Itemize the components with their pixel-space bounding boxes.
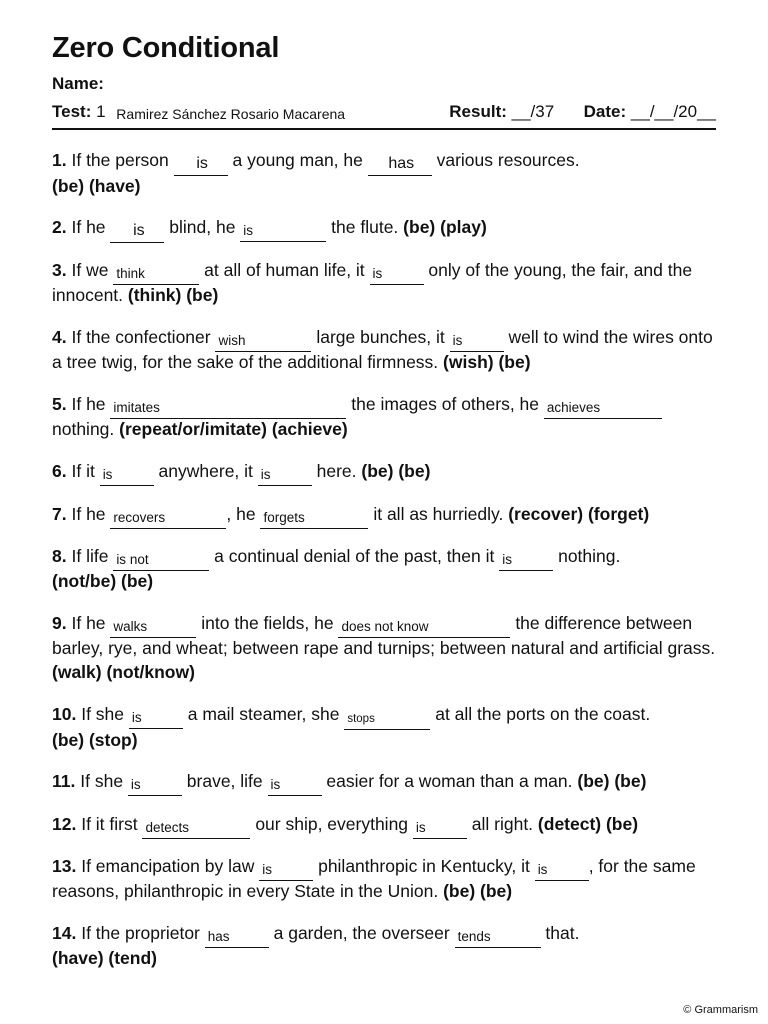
question-text: well to wind the wires onto a tree twig, for the sake of the additional firmness.: [52, 327, 713, 372]
question-text: If the proprietor: [81, 923, 205, 943]
question-number: 10.: [52, 704, 77, 724]
question-text: If it first: [81, 814, 143, 834]
question-text: , for the same reasons, philanthropic in every State in the Union.: [52, 856, 696, 901]
answer-blank[interactable]: stops: [344, 710, 430, 730]
question-text: nothing.: [553, 546, 621, 566]
question-text: easier for a woman than a man.: [321, 771, 573, 791]
verb-hint: (have) (tend): [52, 948, 157, 968]
answer-blank[interactable]: is: [258, 466, 312, 486]
answer-blank[interactable]: think: [113, 265, 199, 285]
question-text: philanthropic in Kentucky, it: [313, 856, 535, 876]
question-number: 5.: [52, 394, 67, 414]
question-text: the difference between barley, rye, and wheat; between rape and turnips; between natural and artificial grass.: [52, 613, 716, 658]
result-label: Result:: [449, 102, 507, 121]
question-7: [52, 502, 716, 527]
question-number: 13.: [52, 856, 77, 876]
question-number: 9.: [52, 613, 67, 633]
question-text: If she: [81, 704, 129, 724]
verb-hint: (be) (play): [403, 217, 487, 237]
question-number: 4.: [52, 327, 67, 347]
answer-blank[interactable]: is: [100, 466, 154, 486]
verb-hint: (detect) (be): [537, 814, 639, 834]
answer-blank[interactable]: has: [368, 156, 432, 176]
answer-blank[interactable]: is: [268, 776, 322, 796]
answer-blank[interactable]: is: [413, 819, 467, 839]
question-text: brave, life: [181, 771, 268, 791]
question-8: [52, 544, 716, 593]
question-text: a young man, he: [227, 150, 368, 170]
question-3: [52, 258, 716, 307]
verb-hint: (be) (be): [577, 771, 647, 791]
answer-blank[interactable]: tends: [455, 928, 541, 948]
answer-blank[interactable]: achieves: [544, 399, 662, 419]
answer-blank[interactable]: wish: [215, 332, 311, 352]
question-text: If he: [71, 394, 111, 414]
verb-hint: (think) (be): [127, 285, 219, 305]
name-label: Name:: [52, 74, 104, 93]
answer-blank[interactable]: is not: [113, 551, 209, 571]
question-number: 2.: [52, 217, 67, 237]
date-label: Date:: [583, 102, 627, 121]
question-text: at all the ports on the coast.: [430, 704, 651, 724]
question-number: 14.: [52, 923, 77, 943]
question-number: 8.: [52, 546, 67, 566]
verb-hint: (walk) (not/know): [52, 662, 195, 682]
question-text: anywhere, it: [153, 461, 258, 481]
verb-hint: (be) (be): [361, 461, 431, 481]
question-text: If he: [71, 504, 111, 524]
answer-blank[interactable]: detects: [142, 819, 250, 839]
question-text: If he: [71, 217, 111, 237]
question-text: here.: [311, 461, 357, 481]
question-9: [52, 611, 716, 684]
question-text: large bunches, it: [311, 327, 450, 347]
question-14: [52, 921, 716, 970]
question-number: 7.: [52, 504, 67, 524]
test-info-line: [52, 102, 716, 130]
question-6: [52, 459, 716, 484]
answer-blank[interactable]: imitates: [110, 399, 346, 419]
test-number: 1: [96, 102, 106, 121]
question-number: 3.: [52, 260, 67, 280]
question-number: 11.: [52, 771, 76, 791]
answer-blank[interactable]: is: [110, 223, 164, 243]
question-text: nothing.: [52, 419, 115, 439]
verb-hint: (repeat/or/imitate) (achieve): [119, 419, 348, 439]
question-text: If life: [71, 546, 114, 566]
question-4: [52, 325, 716, 374]
answer-blank[interactable]: is: [259, 861, 313, 881]
question-text: that.: [540, 923, 580, 943]
date-value: __/__/20__: [630, 102, 716, 121]
question-text: only of the young, the fair, and the innocent.: [52, 260, 693, 305]
copyright-footer: © Grammarism: [683, 1004, 758, 1016]
question-2: [52, 215, 716, 241]
answer-blank[interactable]: is: [240, 222, 326, 242]
question-text: at all of human life, it: [199, 260, 370, 280]
question-text: If it: [71, 461, 100, 481]
answer-blank[interactable]: is: [128, 776, 182, 796]
question-text: it all as hurriedly.: [368, 504, 504, 524]
answer-blank[interactable]: is: [499, 551, 553, 571]
question-text: all right.: [466, 814, 534, 834]
question-text: our ship, everything: [250, 814, 413, 834]
question-10: [52, 702, 716, 752]
question-1: [52, 148, 716, 198]
question-text: into the fields, he: [196, 613, 339, 633]
answer-blank[interactable]: walks: [110, 618, 196, 638]
question-12: [52, 812, 716, 837]
answer-blank[interactable]: is: [450, 332, 504, 352]
question-text: various resources.: [431, 150, 580, 170]
answer-blank[interactable]: forgets: [260, 509, 368, 529]
question-5: [52, 392, 716, 441]
question-text: If the confectioner: [71, 327, 216, 347]
answer-blank[interactable]: does not know: [338, 618, 510, 638]
question-text: a continual denial of the past, then it: [209, 546, 500, 566]
page-title: Zero Conditional: [52, 32, 280, 64]
student-name: Ramirez Sánchez Rosario Macarena: [116, 106, 346, 122]
question-text: , he: [226, 504, 261, 524]
verb-hint: (be) (be): [443, 881, 513, 901]
question-13: [52, 854, 716, 903]
question-text: a mail steamer, she: [182, 704, 345, 724]
verb-hint: (be) (have): [52, 176, 141, 196]
verb-hint: (wish) (be): [443, 352, 531, 372]
question-text: If he: [71, 613, 111, 633]
answer-blank[interactable]: is: [129, 709, 183, 729]
question-number: 1.: [52, 150, 67, 170]
answer-blank[interactable]: recovers: [110, 509, 226, 529]
question-text: If the person: [71, 150, 174, 170]
verb-hint: (recover) (forget): [508, 504, 650, 524]
question-11: [52, 769, 716, 794]
question-text: blind, he: [164, 217, 241, 237]
result-value: __/37: [511, 102, 555, 121]
verb-hint: (be) (stop): [52, 730, 138, 750]
answer-blank[interactable]: is: [370, 265, 424, 285]
question-number: 12.: [52, 814, 77, 834]
question-text: If we: [71, 260, 114, 280]
result-date-group: [449, 102, 716, 122]
question-text: If emancipation by law: [81, 856, 260, 876]
question-text: the images of others, he: [346, 394, 544, 414]
question-text: a garden, the overseer: [268, 923, 455, 943]
answer-blank[interactable]: has: [205, 928, 269, 948]
answer-blank[interactable]: is: [174, 156, 228, 176]
question-text: the flute.: [326, 217, 399, 237]
question-text: If she: [80, 771, 128, 791]
question-number: 6.: [52, 461, 67, 481]
test-label: Test:: [52, 102, 92, 121]
answer-blank[interactable]: is: [535, 861, 589, 881]
verb-hint: (not/be) (be): [52, 571, 154, 591]
